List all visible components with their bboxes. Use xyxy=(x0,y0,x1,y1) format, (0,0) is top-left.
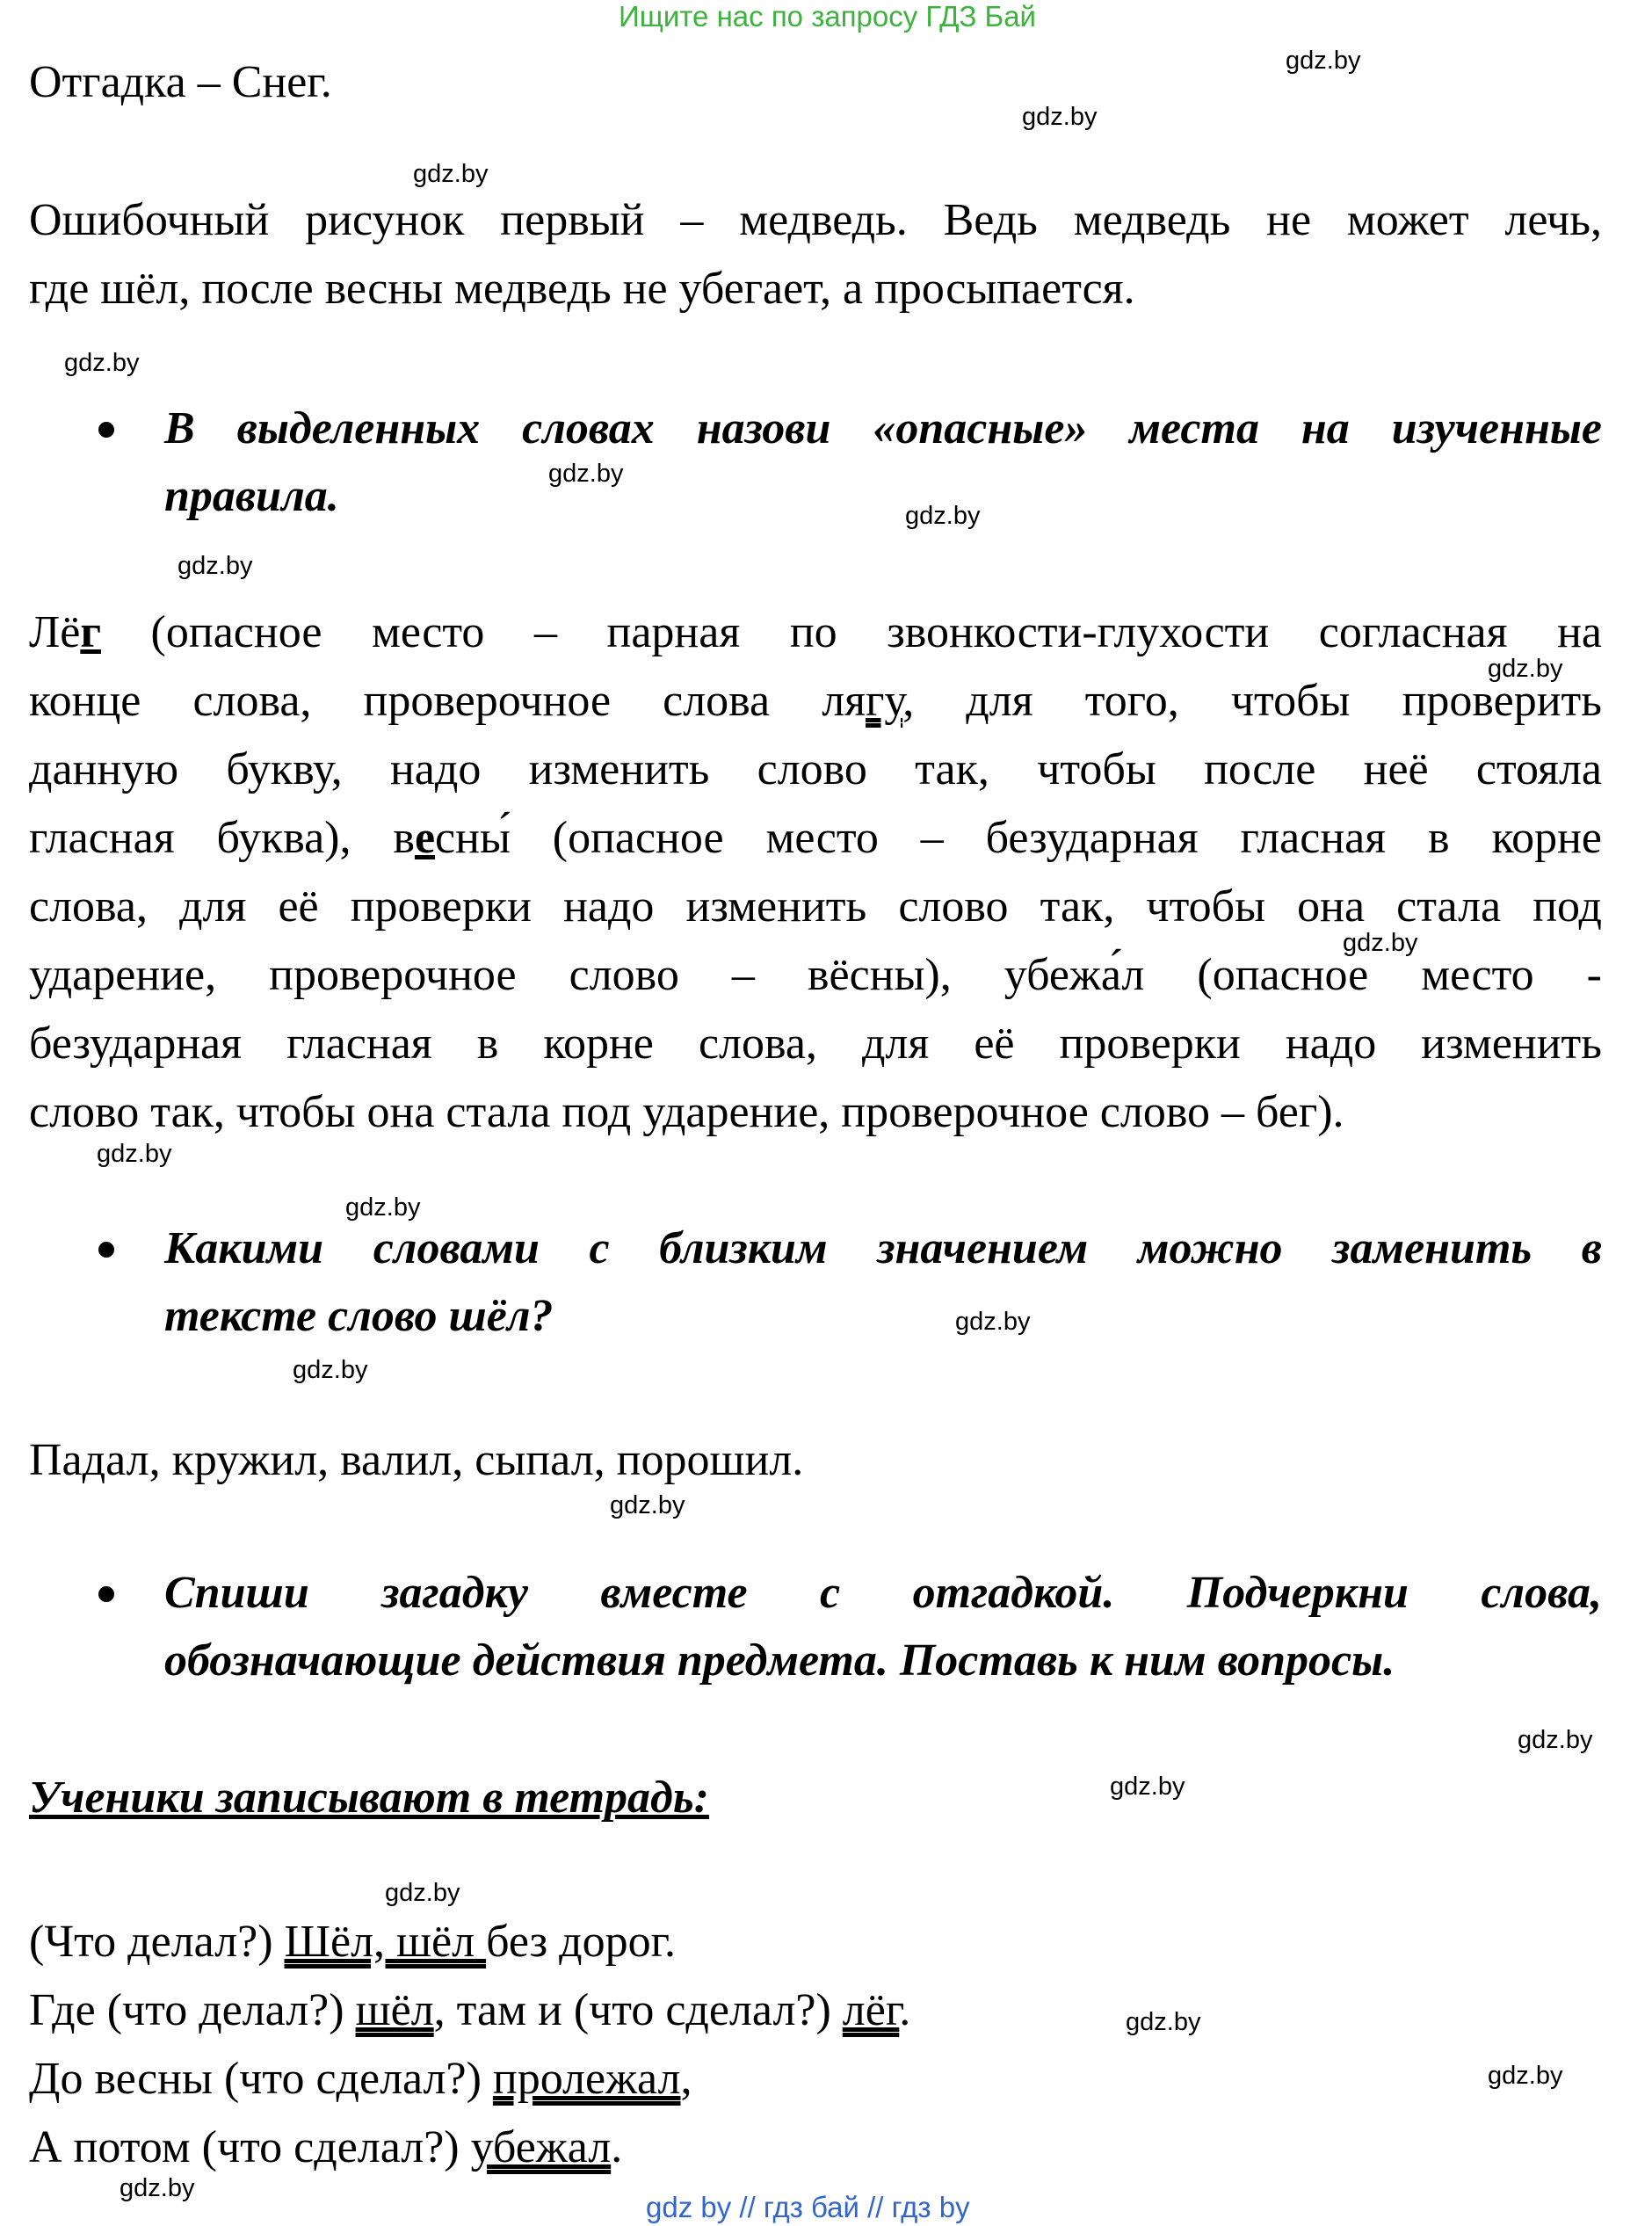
watermark: gdz.by xyxy=(120,2174,195,2202)
paragraph-line: безударная гласная в корне слова, для её проверки надо изменить xyxy=(29,1019,1602,1069)
question-line: Какими словами с близким значением можно заменить в xyxy=(164,1223,1602,1273)
watermark: gdz.by xyxy=(955,1308,1031,1336)
word-fragment: конце слова, проверочное слова ля xyxy=(29,676,866,726)
paragraph-line xyxy=(29,667,1602,736)
bullet-icon xyxy=(98,1586,114,1602)
synonyms-answer: Падал, кружил, валил, сыпал, порошил. xyxy=(29,1435,804,1485)
question-line: тексте слово шёл? xyxy=(164,1291,554,1341)
footer-links: gdz by // гдз бай // гдз by xyxy=(646,2191,970,2223)
word-fragment: без дорог. xyxy=(486,1917,677,1967)
verb-underlined: убежал xyxy=(470,2122,612,2172)
watermark: gdz.by xyxy=(293,1356,368,1384)
watermark: gdz.by xyxy=(1022,103,1098,131)
word-fragment: сны́ (опасное место – безударная гласная в корне xyxy=(435,813,1602,863)
watermark: gdz.by xyxy=(905,502,981,530)
word-fragment: (опасное место – парная по звонкости-глухости согласная на xyxy=(100,607,1602,657)
question-hint: Где (что делал?) xyxy=(29,1985,356,2035)
task-question xyxy=(164,1559,1602,1694)
verb-underlined: Шёл, шёл xyxy=(284,1917,487,1967)
question-hint: А потом (что сделал?) xyxy=(29,2122,471,2172)
question-line: В выделенных словах назови «опасные» места на изученные xyxy=(164,403,1602,453)
question-line: правила. xyxy=(164,471,339,521)
bullet-icon xyxy=(98,1242,114,1258)
paragraph-line: ударение, проверочное слово – вёсны), убежа́л (опасное место - xyxy=(29,950,1602,1000)
watermark: gdz.by xyxy=(413,160,489,188)
wrong-picture-paragraph xyxy=(29,186,1602,323)
word-fragment: Лё xyxy=(29,607,81,657)
task-question xyxy=(164,395,1602,530)
watermark: gdz.by xyxy=(610,1491,685,1519)
riddle-answer: Отгадка – Снег. xyxy=(29,57,332,107)
word-fragment: гласная буква), в xyxy=(29,813,415,863)
watermark: gdz.by xyxy=(345,1193,421,1222)
riddle-line xyxy=(29,2122,623,2172)
question-line: обозначающие действия предмета. Поставь к ним вопросы. xyxy=(164,1635,1395,1686)
paragraph-line: данную букву, надо изменить слово так, чтобы после неё стояла xyxy=(29,744,1602,794)
underlined-fragment: гу xyxy=(866,676,903,726)
question-hint: До весны (что сделал?) xyxy=(29,2054,493,2104)
paragraph-line xyxy=(29,598,1602,667)
paragraph-line: где шёл, после весны медведь не убегает, а просыпается. xyxy=(29,264,1135,314)
answer-paragraph xyxy=(29,598,1602,1147)
watermark: gdz.by xyxy=(97,1140,172,1168)
watermark: gdz.by xyxy=(385,1879,460,1907)
paragraph-line: слова, для её проверки надо изменить слово так, чтобы она стала под xyxy=(29,881,1602,932)
verb-underlined: пролежал xyxy=(492,2054,681,2104)
watermark: gdz.by xyxy=(178,552,253,580)
watermark: gdz.by xyxy=(1286,47,1361,75)
word-fragment: , там и (что сделал?) xyxy=(433,1985,843,2035)
watermark: gdz.by xyxy=(1488,2062,1563,2090)
watermark: gdz.by xyxy=(1343,929,1418,957)
top-banner: Ищите нас по запросу ГДЗ Бай xyxy=(619,0,1036,33)
watermark: gdz.by xyxy=(1126,2008,1201,2036)
watermark: gdz.by xyxy=(1110,1773,1185,1801)
paragraph-line: Ошибочный рисунок первый – медведь. Ведь медведь не может лечь, xyxy=(29,195,1602,245)
riddle-line xyxy=(29,1985,911,2035)
bullet-icon xyxy=(98,422,114,438)
highlighted-letter: е xyxy=(414,813,436,863)
watermark: gdz.by xyxy=(548,460,624,488)
paragraph-line: слово так, чтобы она стала под ударение, проверочное слово – бег). xyxy=(29,1087,1344,1137)
verb-underlined: шёл xyxy=(355,1985,434,2035)
word-fragment: . xyxy=(899,1985,911,2035)
verb-underlined: лёг xyxy=(842,1985,900,2035)
question-hint: (Что делал?) xyxy=(29,1917,285,1967)
question-line: Спиши загадку вместе с отгадкой. Подчеркни слова, xyxy=(164,1568,1602,1618)
watermark: gdz.by xyxy=(1488,655,1563,683)
watermark: gdz.by xyxy=(64,349,140,377)
word-fragment: , xyxy=(680,2054,692,2104)
notebook-heading: Ученики записывают в тетрадь: xyxy=(29,1773,709,1823)
watermark: gdz.by xyxy=(1518,1726,1593,1754)
paragraph-line xyxy=(29,804,1602,873)
word-fragment: , для того, чтобы проверить xyxy=(902,676,1602,726)
riddle-line xyxy=(29,1919,676,1965)
word-fragment: . xyxy=(611,2122,623,2172)
task-question xyxy=(164,1215,1602,1350)
riddle-line xyxy=(29,2056,692,2102)
highlighted-letter: г xyxy=(80,607,101,657)
